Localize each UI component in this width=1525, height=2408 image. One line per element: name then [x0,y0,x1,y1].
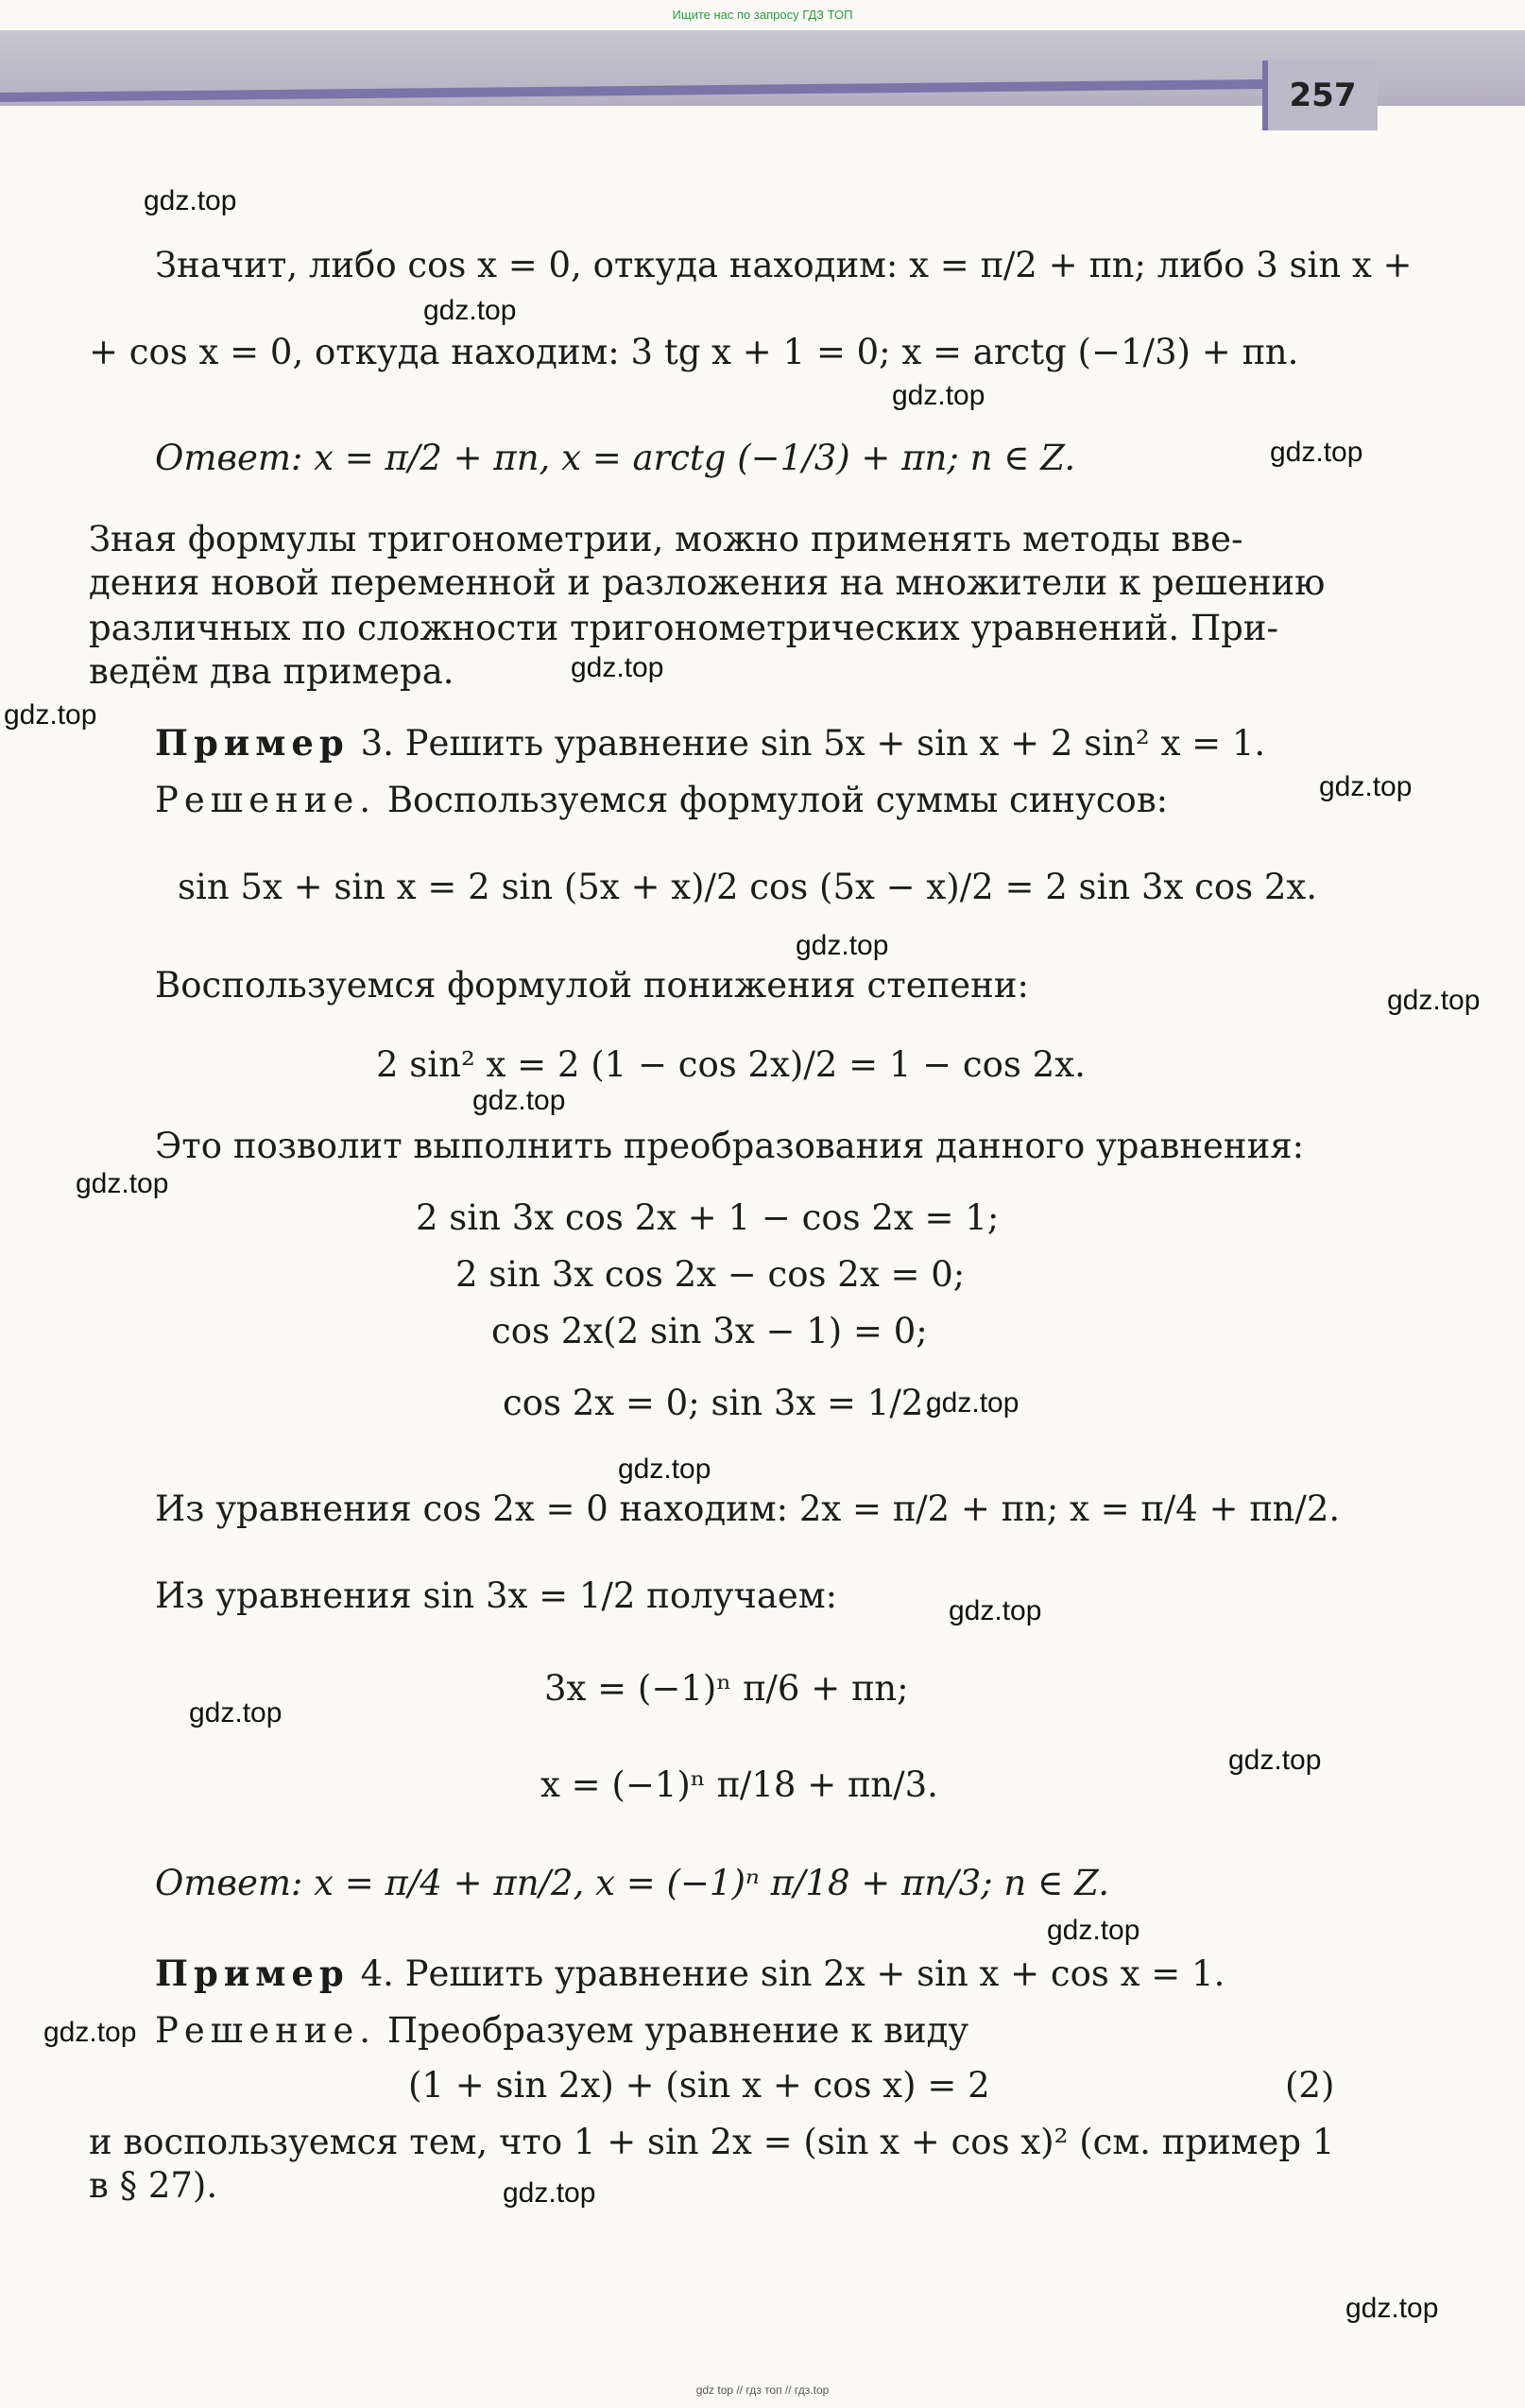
equation-result-1: 3x = (−1)ⁿ π/6 + πn; [544,1668,909,1709]
watermark: gdz.top [423,295,517,326]
watermark: gdz.top [472,1085,566,1116]
text-line: Значит, либо cos x = 0, откуда находим: x = π/2 + πn; либо 3 sin x + [155,245,1413,285]
equation-transform-4: cos 2x = 0; sin 3x = 1/2. [503,1383,935,1423]
top-banner: Ищите нас по запросу ГДЗ ТОП [672,8,853,22]
solution-4-heading [155,2010,969,2051]
watermark: gdz.top [1345,2293,1439,2324]
watermark: gdz.top [189,1697,283,1729]
solution-label: Решение. [155,2010,377,2051]
answer-line: Ответ: x = π/2 + πn, x = arctg (−1/3) + πn; n ∈ Z. [155,438,1076,478]
watermark: gdz.top [4,699,97,731]
example-4-heading [155,1952,1225,1994]
text-line: в § 27). [89,2165,218,2206]
example-label: Пример [155,1952,350,1994]
bottom-banner: gdz top // гдз топ // гдз.top [695,2383,830,2397]
example-text: 4. Решить уравнение sin 2x + sin x + cos x = 1. [360,1953,1225,1994]
equation-transform-3: cos 2x(2 sin 3x − 1) = 0; [491,1311,928,1351]
equation-number: (2) [1285,2065,1335,2106]
watermark: gdz.top [618,1453,711,1485]
watermark: gdz.top [76,1168,169,1199]
paragraph-line: дения новой переменной и разложения на множители к решению [89,562,1326,603]
watermark: gdz.top [1047,1915,1140,1946]
example-label: Пример [155,722,350,764]
text-line: и воспользуемся тем, что 1 + sin 2x = (sin x + cos x)² (см. пример 1 [89,2122,1335,2162]
paragraph-line: Зная формулы тригонометрии, можно применять методы вве- [89,519,1243,559]
watermark: gdz.top [503,2177,596,2209]
answer-line: Ответ: x = π/4 + πn/2, x = (−1)ⁿ π/18 + πn/3; n ∈ Z. [155,1863,1109,1903]
page-number-tab [1262,60,1378,130]
equation-sum-of-sines: sin 5x + sin x = 2 sin (5x + x)/2 cos (5x − x)/2 = 2 sin 3x cos 2x. [178,867,1318,907]
text-line: Из уравнения sin 3x = 1/2 получаем: [155,1575,838,1616]
equation-transform-1: 2 sin 3x cos 2x + 1 − cos 2x = 1; [416,1197,1000,1238]
equation-transform-2: 2 sin 3x cos 2x − cos 2x = 0; [455,1254,966,1295]
paragraph-line: ведём два примера. [89,651,454,692]
equation-degree-reduction: 2 sin² x = 2 (1 − cos 2x)/2 = 1 − cos 2x. [376,1044,1086,1085]
paragraph-line: различных по сложности тригонометрических уравнений. При- [89,608,1278,648]
solution-text: Преобразуем уравнение к виду [386,2010,969,2051]
watermark: gdz.top [144,185,237,216]
watermark: gdz.top [926,1387,1020,1419]
watermark: gdz.top [949,1595,1042,1626]
watermark: gdz.top [1319,771,1413,802]
watermark: gdz.top [1387,985,1481,1016]
text-line: + cos x = 0, откуда находим: 3 tg x + 1 = 0; x = arctg (−1/3) + πn. [89,332,1299,372]
watermark: gdz.top [571,652,664,683]
solution-text: Воспользуемся формулой суммы синусов: [386,780,1169,820]
example-text: 3. Решить уравнение sin 5x + sin x + 2 sin² x = 1. [360,723,1266,764]
watermark: gdz.top [1270,437,1363,468]
watermark: gdz.top [796,930,889,961]
text-line: Воспользуемся формулой понижения степени: [155,965,1029,1006]
page-number: 257 [1289,77,1357,114]
equation-2: (1 + sin 2x) + (sin x + cos x) = 2 [408,2065,990,2106]
text-line: Это позволит выполнить преобразования данного уравнения: [155,1126,1305,1166]
equation-result-2: x = (−1)ⁿ π/18 + πn/3. [540,1764,938,1805]
solution-3-heading [155,780,1169,820]
example-3-heading [155,722,1266,764]
watermark: gdz.top [892,380,985,411]
watermark: gdz.top [1228,1745,1322,1776]
watermark: gdz.top [43,2017,137,2048]
text-line: Из уравнения cos 2x = 0 находим: 2x = π/2 + πn; x = π/4 + πn/2. [155,1488,1341,1529]
solution-label: Решение. [155,780,377,820]
